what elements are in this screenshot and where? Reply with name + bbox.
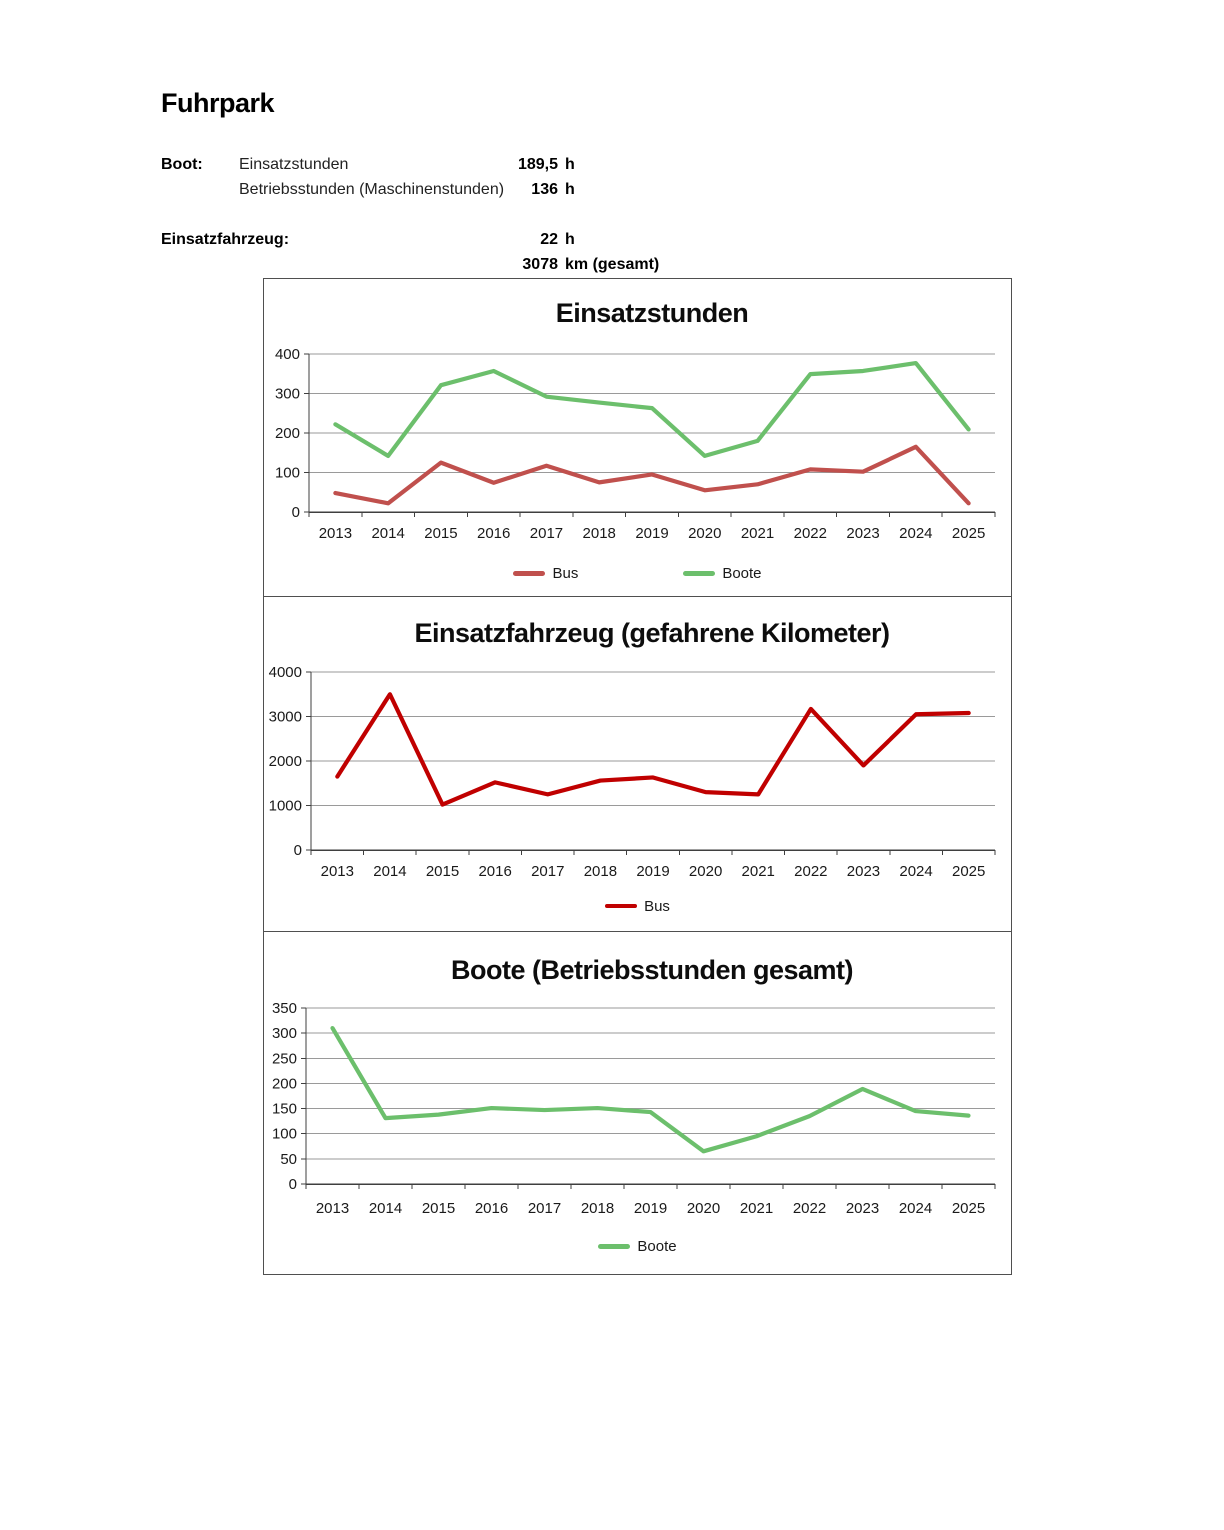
charts-section — [263, 278, 1013, 1275]
einsatzfahrzeug-label: Einsatzfahrzeug: — [161, 231, 290, 248]
chart-einsatzstunden-title: Einsatzstunden — [555, 298, 749, 328]
x-tick-label: 2014 — [371, 525, 405, 542]
y-tick-label: 3000 — [268, 708, 302, 725]
chart-einsatzstunden-plot — [264, 279, 1011, 596]
y-tick-label: 50 — [280, 1150, 297, 1168]
x-tick-label: 2013 — [315, 1200, 350, 1217]
y-tick-label: 300 — [271, 1025, 297, 1043]
x-tick-label: 2020 — [688, 862, 723, 880]
x-tick-label: 2025 — [952, 862, 986, 880]
x-tick-label: 2023 — [846, 525, 880, 542]
y-tick-label: 200 — [274, 425, 300, 442]
y-tick-label: 250 — [271, 1050, 297, 1068]
einsatzfahrzeug-km-unit: km (gesamt) — [565, 256, 660, 273]
x-tick-label: 2018 — [580, 1200, 615, 1217]
x-tick-label: 2016 — [478, 862, 512, 880]
y-tick-label: 350 — [271, 1000, 297, 1017]
x-tick-label: 2024 — [898, 1200, 933, 1217]
x-tick-label: 2014 — [373, 862, 407, 880]
x-tick-label: 2019 — [633, 1200, 668, 1217]
x-tick-label: 2018 — [582, 525, 616, 542]
chart-boote-legend — [264, 1238, 1011, 1255]
x-tick-label: 2018 — [583, 862, 618, 880]
x-tick-label: 2021 — [741, 862, 775, 880]
legend-swatch-bus — [605, 904, 637, 909]
chart-einsatzfahrzeug — [263, 596, 1012, 933]
series-line-boote — [335, 363, 968, 456]
y-tick-label: 200 — [271, 1075, 297, 1093]
x-tick-label: 2017 — [531, 862, 565, 880]
chart-einsatzfahrzeug-plot — [264, 597, 1011, 932]
x-tick-label: 2023 — [845, 1200, 880, 1217]
x-tick-label: 2016 — [477, 525, 511, 542]
x-tick-label: 2020 — [686, 1200, 721, 1217]
x-tick-label: 2014 — [368, 1200, 403, 1217]
y-tick-label: 2000 — [268, 752, 302, 770]
x-tick-label: 2019 — [635, 525, 669, 542]
legend-label-boote: Boote — [722, 565, 762, 582]
x-tick-label: 2013 — [318, 525, 353, 542]
x-tick-label: 2019 — [636, 862, 670, 880]
x-tick-label: 2017 — [529, 525, 564, 542]
series-line-bus — [335, 447, 968, 503]
legend-swatch-boote — [598, 1244, 630, 1249]
legend-item-bus — [513, 565, 578, 582]
einsatzfahrzeug-hours-value: 22 — [540, 231, 558, 248]
page-title: Fuhrpark — [161, 88, 275, 118]
x-tick-label: 2020 — [688, 525, 722, 542]
legend-label-boote: Boote — [637, 1238, 677, 1255]
x-tick-label: 2024 — [899, 862, 933, 880]
chart-einsatzfahrzeug-legend — [264, 898, 1011, 915]
y-tick-label: 100 — [274, 464, 300, 482]
y-tick-label: 0 — [293, 841, 302, 859]
boot-label: Boot: — [161, 156, 203, 173]
y-tick-label: 1000 — [268, 797, 302, 814]
boot-betriebsstunden-value: 136 — [531, 181, 558, 198]
x-tick-label: 2015 — [425, 862, 460, 880]
legend-item-bus — [605, 898, 670, 915]
series-line-bus — [337, 694, 968, 804]
x-tick-label: 2022 — [792, 1200, 827, 1217]
y-tick-label: 0 — [288, 1176, 297, 1193]
x-tick-label: 2015 — [421, 1200, 456, 1217]
legend-label-bus: Bus — [552, 565, 579, 582]
boot-betriebsstunden-label: Betriebsstunden (Maschinenstunden) — [239, 181, 505, 198]
x-tick-label: 2025 — [951, 1200, 986, 1217]
x-tick-label: 2025 — [951, 525, 986, 542]
y-tick-label: 100 — [271, 1125, 297, 1143]
boot-einsatzstunden-value: 189,5 — [517, 156, 558, 173]
x-tick-label: 2023 — [846, 862, 881, 880]
chart-boote-title: Boote (Betriebsstunden gesamt) — [450, 955, 854, 985]
x-tick-label: 2016 — [474, 1200, 509, 1217]
boot-einsatzstunden-unit: h — [565, 156, 575, 173]
y-tick-label: 300 — [274, 385, 300, 403]
legend-item-boote — [683, 565, 761, 582]
legend-item-boote — [598, 1238, 676, 1255]
y-tick-label: 150 — [271, 1100, 297, 1118]
y-tick-label: 0 — [291, 504, 300, 521]
boot-einsatzstunden-label: Einsatzstunden — [239, 156, 349, 173]
y-tick-label: 400 — [274, 346, 300, 363]
legend-label-bus: Bus — [644, 897, 670, 915]
einsatzfahrzeug-hours-unit: h — [565, 231, 575, 248]
einsatzfahrzeug-km-value: 3078 — [522, 256, 558, 273]
x-tick-label: 2013 — [320, 862, 354, 880]
x-tick-label: 2022 — [794, 862, 828, 880]
x-tick-label: 2021 — [739, 1200, 774, 1217]
x-tick-label: 2022 — [793, 525, 827, 542]
legend-swatch-bus — [513, 571, 545, 576]
x-tick-label: 2017 — [527, 1200, 562, 1217]
y-tick-label: 4000 — [268, 663, 302, 681]
x-tick-label: 2015 — [424, 525, 458, 542]
chart-boote — [263, 931, 1012, 1275]
chart-einsatzstunden-legend — [264, 565, 1011, 582]
boot-betriebsstunden-unit: h — [565, 181, 575, 198]
chart-einsatzstunden — [263, 278, 1012, 597]
x-tick-label: 2021 — [740, 525, 775, 542]
chart-einsatzfahrzeug-title: Einsatzfahrzeug (gefahrene Kilometer) — [414, 617, 890, 648]
legend-swatch-boote — [683, 571, 715, 576]
series-line-boote — [333, 1028, 969, 1151]
chart-boote-plot — [264, 932, 1011, 1274]
x-tick-label: 2024 — [899, 525, 933, 542]
